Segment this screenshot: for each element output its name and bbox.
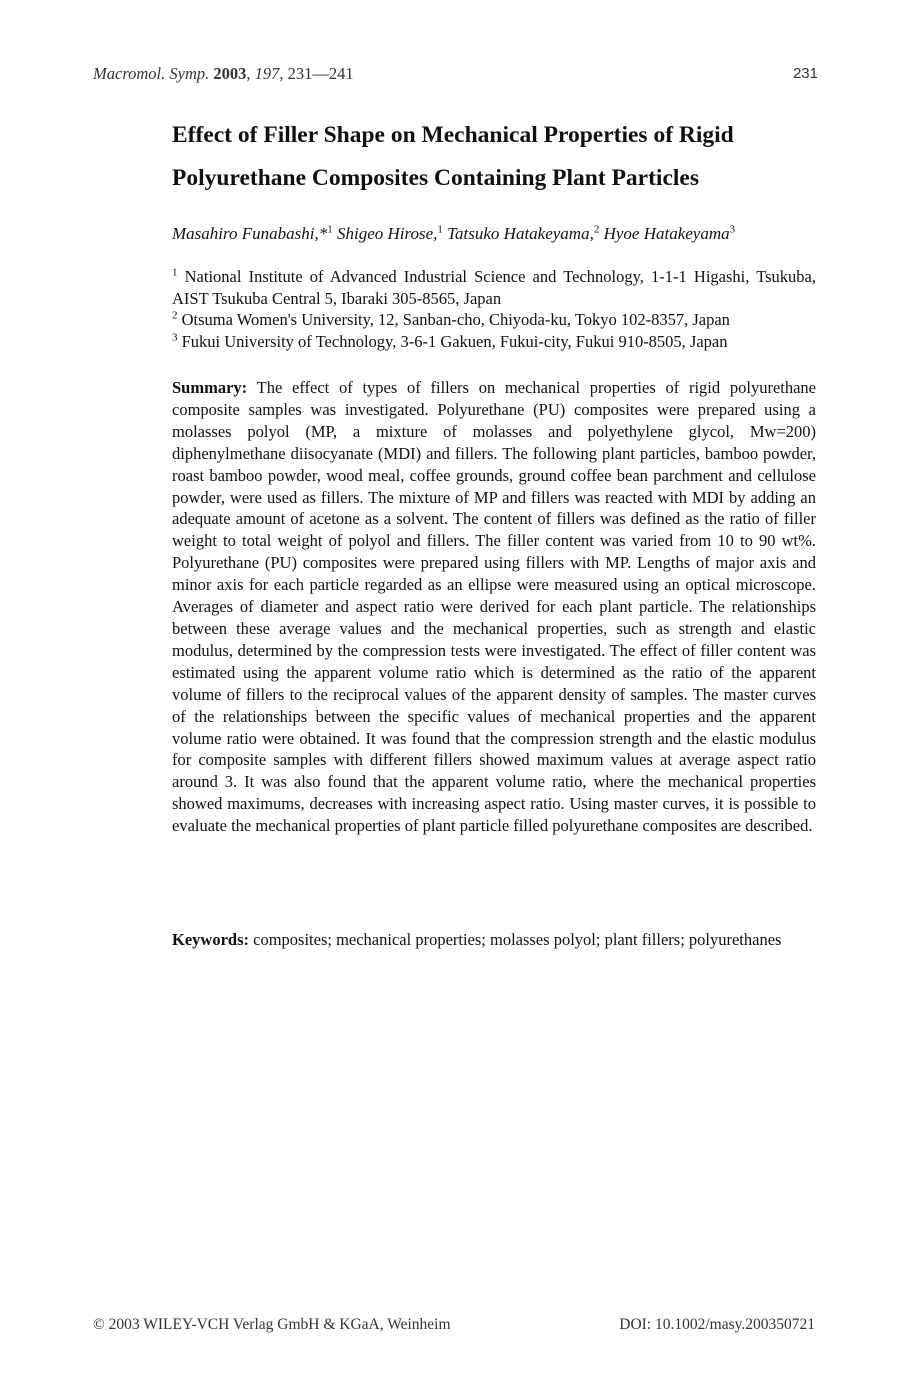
- affiliations: [172, 266, 816, 352]
- copyright-notice: © 2003 WILEY-VCH Verlag GmbH & KGaA, Weinheim: [93, 1316, 451, 1333]
- affiliation-mark: 3: [172, 331, 178, 343]
- summary-text: The effect of types of fillers on mechanical properties of rigid polyurethane composite samples was investigated. Polyurethane (PU) composites were prepared using a molasses polyol (MP, a mixture of molasses and polyethylene glycol, Mw=200) diphenylmethane diisocyanate (MDI) and fillers. The following plant particles, bamboo powder, roast bamboo powder, wood meal, coffee grounds, ground coffee bean parchment and cellulose powder, were used as fillers. The mixture of MP and fillers was reacted with MDI by adding an adequate amount of acetone as a solvent. The content of fillers was defined as the ratio of filler weight to total weight of polyol and fillers. The filler content was varied from 10 to 90 wt%. Polyurethane (PU) composites were prepared using fillers with MP. Lengths of major axis and minor axis for each particle regarded as an ellipse were measured using an optical microscope. Averages of diameter and aspect ratio were derived for each plant particle. The relationships between these average values and the mechanical properties, such as strength and elastic modulus, determined by the compression tests were investigated. The effect of filler content was estimated using the apparent volume ratio which is determined as the ratio of the apparent volume of fillers to the reciprocal values of the apparent density of samples. The master curves of the relationships between the specific values of mechanical properties and the apparent volume ratio were obtained. It was found that the compression strength and the elastic modulus for composite samples with different fillers showed maximum values at average aspect ratio around 3. It was also found that the apparent volume ratio, where the mechanical properties showed maximums, decreases with increasing aspect ratio. Using master curves, it is possible to evaluate the mechanical properties of plant particle filled polyurethane composites are described.: [172, 378, 816, 836]
- author-affil-mark: 2: [593, 223, 600, 236]
- affiliation-text: National Institute of Advanced Industrial Science and Technology, 1-1-1 Higashi, Tsukuba, AIST Tsukuba Central 5, Ibaraki 305-8565, Japan: [172, 267, 817, 308]
- abstract: [172, 377, 816, 837]
- keywords-text: composites; mechanical properties; molasses polyol; plant fillers; polyurethanes: [253, 930, 782, 949]
- author-affil-mark: 3: [729, 223, 736, 236]
- journal-pages: 231—241: [287, 64, 354, 83]
- journal-volume: 197: [254, 64, 280, 83]
- affiliation-mark: 2: [172, 309, 178, 322]
- author-list: [172, 223, 816, 245]
- journal-name: Macromol. Symp.: [93, 64, 210, 83]
- author-name: Tatsuko Hatakeyama,: [447, 224, 594, 243]
- keywords: [172, 929, 816, 951]
- keywords-label: Keywords:: [172, 930, 249, 949]
- page-number: 231: [792, 65, 818, 82]
- author-affil-mark: 1: [327, 223, 333, 236]
- paper-title: Effect of Filler Shape on Mechanical Properties of Rigid Polyurethane Composites Containing Plant Particles: [172, 122, 734, 191]
- affiliation: [172, 331, 816, 353]
- author-name: Shigeo Hirose,: [336, 224, 438, 243]
- affiliation: [172, 309, 816, 331]
- summary-label: Summary:: [172, 378, 248, 397]
- author-name: Masahiro Funabashi,*: [172, 224, 328, 243]
- affiliation-text: Fukui University of Technology, 3-6-1 Gakuen, Fukui-city, Fukui 910-8505, Japan: [181, 331, 728, 351]
- affiliation-text: Otsuma Women's University, 12, Sanban-cho, Chiyoda-ku, Tokyo 102-8357, Japan: [181, 310, 730, 329]
- journal-year: 2003: [213, 64, 247, 83]
- affiliation-mark: 1: [172, 266, 178, 279]
- author-name: Hyoe Hatakeyama: [603, 224, 730, 243]
- affiliation: [172, 266, 816, 309]
- running-head: Macromol. Symp. 2003, 197, 231—241 231: [93, 64, 818, 83]
- doi: DOI: 10.1002/masy.200350721: [619, 1316, 815, 1333]
- author-affil-mark: 1: [437, 223, 443, 236]
